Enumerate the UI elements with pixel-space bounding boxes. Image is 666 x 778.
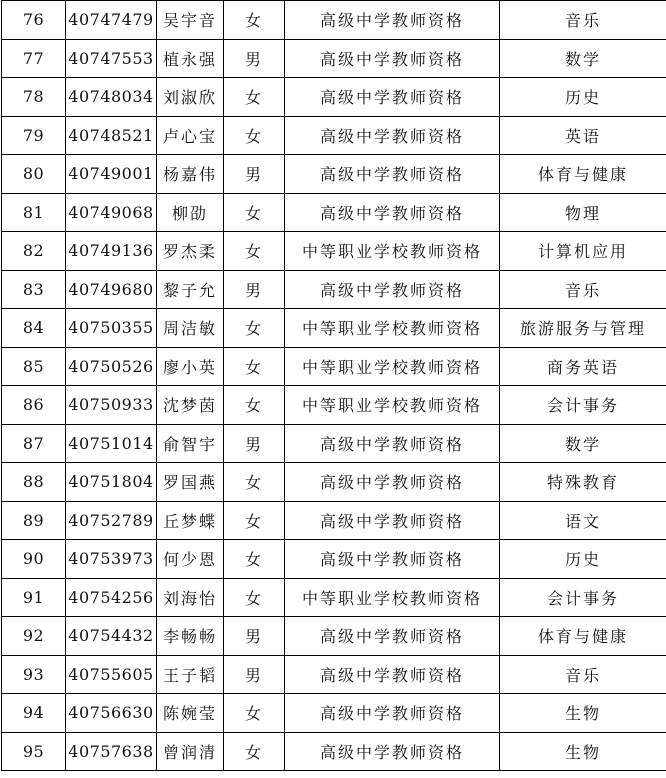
gender-cell: 男 <box>224 270 285 309</box>
table-row <box>2 655 666 694</box>
gender-cell: 女 <box>224 347 285 386</box>
table-row <box>2 463 666 502</box>
candidate-id-cell: 40750355 <box>66 309 157 348</box>
subject-cell: 语文 <box>500 501 666 540</box>
gender-cell: 女 <box>224 694 285 733</box>
row-number-cell: 78 <box>2 78 66 117</box>
qualification-cell: 高级中学教师资格 <box>285 617 500 656</box>
gender-cell: 女 <box>224 540 285 579</box>
row-number-cell: 84 <box>2 309 66 348</box>
row-number-cell: 81 <box>2 193 66 232</box>
candidate-name-cell: 植永强 <box>157 39 224 78</box>
gender-cell: 女 <box>224 309 285 348</box>
candidate-name-cell: 丘梦蝶 <box>157 501 224 540</box>
subject-cell: 商务英语 <box>500 347 666 386</box>
candidate-name-cell: 廖小英 <box>157 347 224 386</box>
qualification-cell: 高级中学教师资格 <box>285 270 500 309</box>
candidate-id-cell: 40749001 <box>66 155 157 194</box>
table-row <box>2 424 666 463</box>
candidate-name-cell: 王子韬 <box>157 655 224 694</box>
gender-cell: 男 <box>224 424 285 463</box>
candidate-name-cell: 周洁敏 <box>157 309 224 348</box>
row-number-cell: 82 <box>2 232 66 271</box>
candidate-id-cell: 40749680 <box>66 270 157 309</box>
roster-table-body <box>2 1 666 771</box>
candidate-name-cell: 何少恩 <box>157 540 224 579</box>
row-number-cell: 80 <box>2 155 66 194</box>
gender-cell: 男 <box>224 655 285 694</box>
subject-cell: 旅游服务与管理 <box>500 309 666 348</box>
row-number-cell: 77 <box>2 39 66 78</box>
candidate-name-cell: 罗国燕 <box>157 463 224 502</box>
subject-cell: 数学 <box>500 39 666 78</box>
qualification-cell: 高级中学教师资格 <box>285 540 500 579</box>
candidate-name-cell: 柳劭 <box>157 193 224 232</box>
subject-cell: 音乐 <box>500 655 666 694</box>
table-row <box>2 116 666 155</box>
row-number-cell: 93 <box>2 655 66 694</box>
candidate-id-cell: 40750526 <box>66 347 157 386</box>
row-number-cell: 85 <box>2 347 66 386</box>
gender-cell: 女 <box>224 116 285 155</box>
roster-table <box>1 0 666 771</box>
candidate-id-cell: 40756630 <box>66 694 157 733</box>
qualification-cell: 高级中学教师资格 <box>285 424 500 463</box>
subject-cell: 体育与健康 <box>500 617 666 656</box>
table-row <box>2 232 666 271</box>
candidate-name-cell: 沈梦茵 <box>157 386 224 425</box>
candidate-id-cell: 40757638 <box>66 732 157 771</box>
candidate-id-cell: 40749136 <box>66 232 157 271</box>
table-row <box>2 193 666 232</box>
qualification-cell: 高级中学教师资格 <box>285 193 500 232</box>
gender-cell: 女 <box>224 232 285 271</box>
row-number-cell: 94 <box>2 694 66 733</box>
gender-cell: 女 <box>224 501 285 540</box>
subject-cell: 体育与健康 <box>500 155 666 194</box>
gender-cell: 女 <box>224 386 285 425</box>
qualification-cell: 中等职业学校教师资格 <box>285 309 500 348</box>
table-row <box>2 617 666 656</box>
candidate-id-cell: 40755605 <box>66 655 157 694</box>
row-number-cell: 92 <box>2 617 66 656</box>
table-row <box>2 732 666 771</box>
subject-cell: 特殊教育 <box>500 463 666 502</box>
subject-cell: 音乐 <box>500 1 666 40</box>
candidate-name-cell: 刘海怡 <box>157 578 224 617</box>
candidate-name-cell: 曾润清 <box>157 732 224 771</box>
table-row <box>2 78 666 117</box>
subject-cell: 生物 <box>500 694 666 733</box>
qualification-cell: 高级中学教师资格 <box>285 501 500 540</box>
subject-cell: 生物 <box>500 732 666 771</box>
qualification-cell: 中等职业学校教师资格 <box>285 232 500 271</box>
gender-cell: 男 <box>224 155 285 194</box>
table-row <box>2 270 666 309</box>
candidate-name-cell: 杨嘉伟 <box>157 155 224 194</box>
qualification-cell: 中等职业学校教师资格 <box>285 578 500 617</box>
table-row <box>2 540 666 579</box>
subject-cell: 计算机应用 <box>500 232 666 271</box>
gender-cell: 男 <box>224 39 285 78</box>
candidate-id-cell: 40747553 <box>66 39 157 78</box>
qualification-cell: 高级中学教师资格 <box>285 78 500 117</box>
row-number-cell: 87 <box>2 424 66 463</box>
candidate-name-cell: 陈婉莹 <box>157 694 224 733</box>
gender-cell: 女 <box>224 78 285 117</box>
candidate-id-cell: 40749068 <box>66 193 157 232</box>
candidate-id-cell: 40751014 <box>66 424 157 463</box>
table-row <box>2 39 666 78</box>
candidate-name-cell: 刘淑欣 <box>157 78 224 117</box>
table-row <box>2 578 666 617</box>
row-number-cell: 86 <box>2 386 66 425</box>
qualification-cell: 高级中学教师资格 <box>285 116 500 155</box>
subject-cell: 英语 <box>500 116 666 155</box>
qualification-cell: 高级中学教师资格 <box>285 155 500 194</box>
subject-cell: 音乐 <box>500 270 666 309</box>
qualification-cell: 高级中学教师资格 <box>285 1 500 40</box>
candidate-name-cell: 李畅畅 <box>157 617 224 656</box>
qualification-cell: 高级中学教师资格 <box>285 655 500 694</box>
row-number-cell: 91 <box>2 578 66 617</box>
candidate-id-cell: 40751804 <box>66 463 157 502</box>
subject-cell: 会计事务 <box>500 578 666 617</box>
candidate-name-cell: 罗杰柔 <box>157 232 224 271</box>
gender-cell: 女 <box>224 1 285 40</box>
subject-cell: 历史 <box>500 540 666 579</box>
qualification-cell: 高级中学教师资格 <box>285 39 500 78</box>
candidate-id-cell: 40753973 <box>66 540 157 579</box>
subject-cell: 会计事务 <box>500 386 666 425</box>
row-number-cell: 89 <box>2 501 66 540</box>
candidate-id-cell: 40748521 <box>66 116 157 155</box>
subject-cell: 历史 <box>500 78 666 117</box>
row-number-cell: 95 <box>2 732 66 771</box>
gender-cell: 女 <box>224 463 285 502</box>
table-row <box>2 347 666 386</box>
candidate-id-cell: 40754256 <box>66 578 157 617</box>
qualification-cell: 中等职业学校教师资格 <box>285 386 500 425</box>
subject-cell: 物理 <box>500 193 666 232</box>
row-number-cell: 90 <box>2 540 66 579</box>
candidate-id-cell: 40747479 <box>66 1 157 40</box>
gender-cell: 女 <box>224 578 285 617</box>
qualification-cell: 中等职业学校教师资格 <box>285 347 500 386</box>
row-number-cell: 79 <box>2 116 66 155</box>
gender-cell: 男 <box>224 617 285 656</box>
candidate-id-cell: 40752789 <box>66 501 157 540</box>
table-row <box>2 386 666 425</box>
table-row <box>2 501 666 540</box>
row-number-cell: 76 <box>2 1 66 40</box>
table-row <box>2 1 666 40</box>
table-row <box>2 694 666 733</box>
gender-cell: 女 <box>224 732 285 771</box>
candidate-id-cell: 40750933 <box>66 386 157 425</box>
candidate-name-cell: 黎子允 <box>157 270 224 309</box>
candidate-name-cell: 吴宇音 <box>157 1 224 40</box>
table-row <box>2 155 666 194</box>
candidate-id-cell: 40754432 <box>66 617 157 656</box>
qualification-cell: 高级中学教师资格 <box>285 694 500 733</box>
row-number-cell: 88 <box>2 463 66 502</box>
candidate-id-cell: 40748034 <box>66 78 157 117</box>
qualification-cell: 高级中学教师资格 <box>285 463 500 502</box>
candidate-name-cell: 卢心宝 <box>157 116 224 155</box>
gender-cell: 女 <box>224 193 285 232</box>
subject-cell: 数学 <box>500 424 666 463</box>
table-row <box>2 309 666 348</box>
candidate-name-cell: 俞智宇 <box>157 424 224 463</box>
qualification-cell: 高级中学教师资格 <box>285 732 500 771</box>
row-number-cell: 83 <box>2 270 66 309</box>
